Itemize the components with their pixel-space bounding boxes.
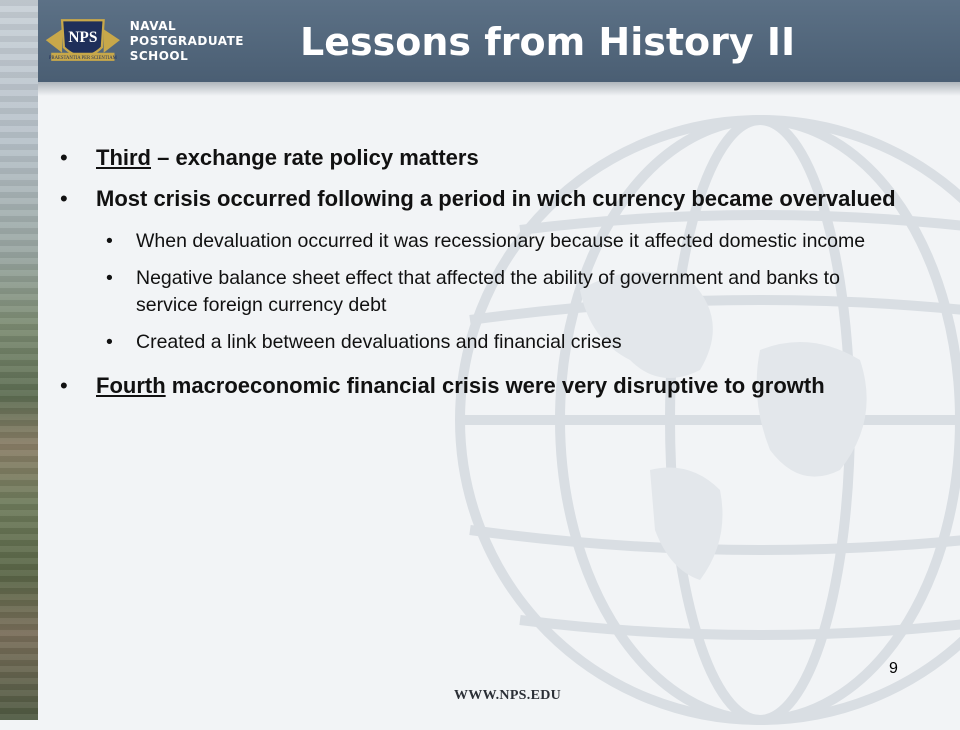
nps-logo xyxy=(44,10,244,72)
subbullet-text: When devaluation occurred it was recessionary because it affected domestic income xyxy=(136,230,866,252)
subbullet-balance-sheet xyxy=(106,265,896,319)
subbullet-text: Negative balance sheet effect that affected the ability of government and banks to service foreign currency debt xyxy=(136,267,840,316)
school-name-line-2: POSTGRADUATE xyxy=(129,33,244,48)
school-name-line-1: NAVAL xyxy=(129,18,177,33)
bullet-text: Most crisis occurred following a period in wich currency became overvalued xyxy=(96,186,896,211)
emblem-letters: NPS xyxy=(68,28,98,46)
nps-emblem-icon xyxy=(44,10,122,72)
bullet-lead: Fourth xyxy=(96,373,166,398)
slide-body xyxy=(56,142,896,411)
footer-url: WWW.NPS.EDU xyxy=(454,688,562,703)
bullet-lead: Third xyxy=(96,145,151,170)
bullet-overvalued xyxy=(56,183,896,214)
slide-title: Lessons from History II xyxy=(300,20,796,64)
bullet-text: macroeconomic financial crisis were very disruptive to growth xyxy=(165,373,825,398)
bullet-third xyxy=(56,142,896,173)
school-name xyxy=(130,19,244,64)
header-shadow xyxy=(38,82,960,96)
bullet-text: – exchange rate policy matters xyxy=(151,145,479,170)
subbullet-text: Created a link between devaluations and financial crises xyxy=(136,331,622,353)
school-name-line-3: SCHOOL xyxy=(129,48,189,63)
bullet-fourth xyxy=(56,370,896,401)
page-number: 9 xyxy=(889,660,898,677)
emblem-motto: PRAESTANTIA PER SCIENTIAM xyxy=(48,56,117,62)
subbullet-link xyxy=(106,329,896,356)
campus-photo-strip xyxy=(0,0,38,720)
subbullet-devaluation xyxy=(106,228,896,255)
